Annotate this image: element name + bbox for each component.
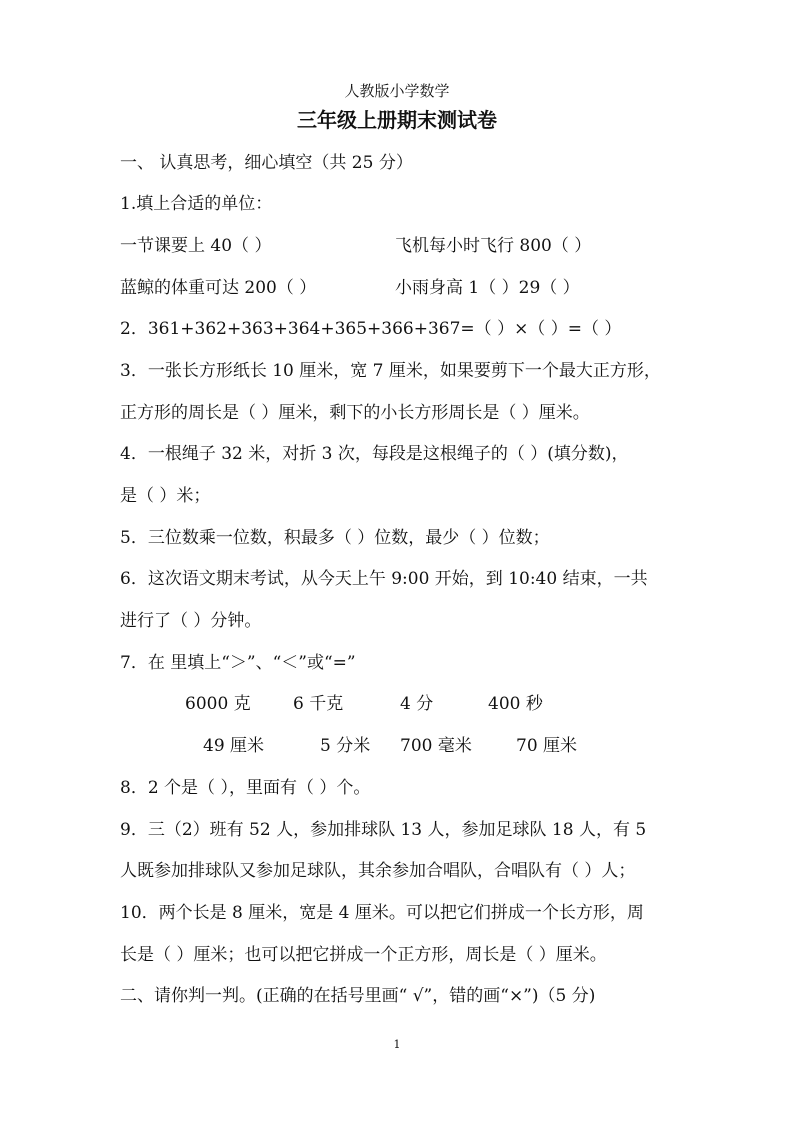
question-5: 5．三位数乘一位数，积最多（ ）位数，最少（ ）位数； — [120, 528, 550, 548]
page-subtitle: 人教版小学数学 — [344, 82, 450, 100]
question-7-row-1-item-3: 4 分 — [400, 694, 434, 714]
section-2-heading: 二、请你判一判。(正确的在括号里画“ √”，错的画“×”)（5 分) — [120, 986, 596, 1006]
question-1-item-b: 飞机每小时飞行 800（ ） — [395, 236, 592, 256]
question-1-label: 1.填上合适的单位： — [120, 194, 273, 214]
question-9-line-2: 人既参加排球队又参加足球队，其余参加合唱队，合唱队有（ ）人； — [120, 861, 636, 881]
section-1-heading: 一、 认真思考，细心填空（共 25 分） — [120, 153, 413, 173]
question-7-row-2-item-2: 5 分米 — [320, 736, 371, 756]
question-4-line-2: 是（ ）米； — [120, 486, 211, 506]
question-7: 7．在 里填上“＞”、“＜”或“=” — [120, 653, 356, 673]
question-7-row-1-item-2: 6 千克 — [293, 694, 344, 714]
question-1-item-d: 小雨身高 1（ ）29（ ） — [395, 278, 580, 298]
question-3-line-1: 3．一张长方形纸长 10 厘米，宽 7 厘米，如果要剪下一个最大正方形， — [120, 361, 661, 381]
question-7-row-2-item-3: 700 毫米 — [400, 736, 472, 756]
question-3-line-2: 正方形的周长是（ ）厘米，剩下的小长方形周长是（ ）厘米。 — [120, 403, 590, 423]
question-2: 2．361+362+363+364+365+366+367=（ ）×（ ）=（ ） — [120, 319, 622, 339]
question-9-line-1: 9．三（2）班有 52 人，参加排球队 13 人，参加足球队 18 人，有 5 — [120, 820, 647, 840]
question-7-row-2-item-1: 49 厘米 — [203, 736, 265, 756]
question-6-line-1: 6．这次语文期末考试，从今天上午 9:00 开始，到 10:40 结束，一共 — [120, 569, 648, 589]
question-7-row-1-item-1: 6000 克 — [185, 694, 251, 714]
page-title: 三年级上册期末测试卷 — [297, 108, 497, 132]
question-10-line-2: 长是（ ）厘米；也可以把它拼成一个正方形，周长是（ ）厘米。 — [120, 945, 607, 965]
question-10-line-1: 10．两个长是 8 厘米，宽是 4 厘米。可以把它们拼成一个长方形，周 — [120, 903, 644, 923]
question-4-line-1: 4．一根绳子 32 米，对折 3 次，每段是这根绳子的（ ）(填分数)， — [120, 444, 629, 464]
question-7-row-1-item-4: 400 秒 — [488, 694, 543, 714]
question-1-item-c: 蓝鲸的体重可达 200（ ） — [120, 278, 317, 298]
question-1-item-a: 一节课要上 40（ ） — [120, 236, 272, 256]
question-7-row-2-item-4: 70 厘米 — [516, 736, 578, 756]
page-number: 1 — [393, 1038, 401, 1051]
question-8: 8．2 个是（ ），里面有（ ）个。 — [120, 778, 371, 798]
question-6-line-2: 进行了（ ）分钟。 — [120, 611, 262, 631]
